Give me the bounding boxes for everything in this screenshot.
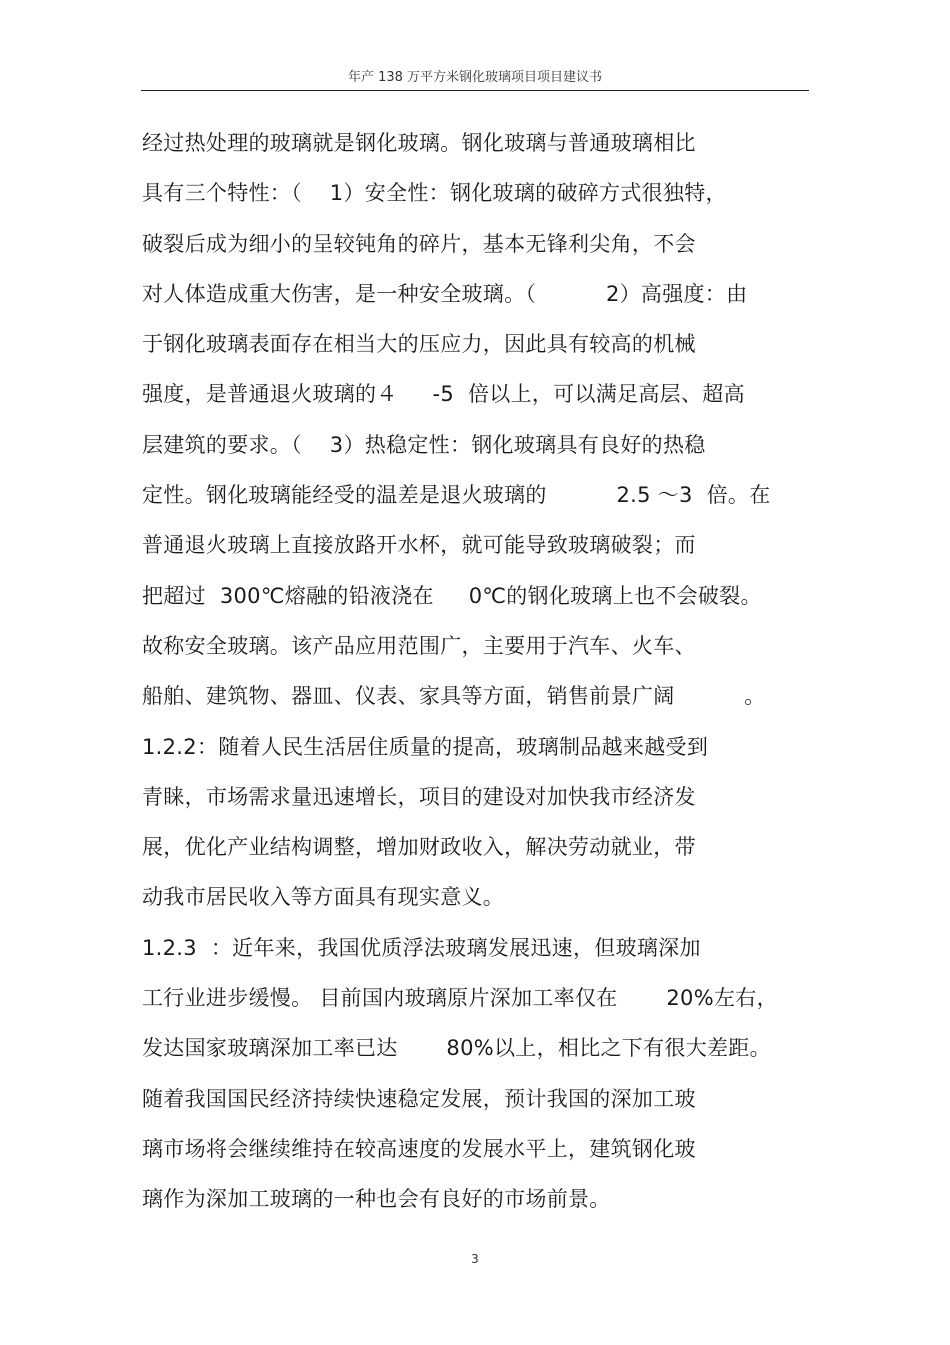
text-line: 普通退火玻璃上直接放路开水杯，就可能导致玻璃破裂；而 <box>142 533 696 558</box>
text-line: 船舶、建筑物、器皿、仪表、家具等方面，销售前景广阔 。 <box>142 684 766 709</box>
text-line: 经过热处理的玻璃就是钢化玻璃。钢化玻璃与普通玻璃相比 <box>142 131 696 155</box>
text-line: 青睐，市场需求量迅速增长，项目的建设对加快我市经济发 <box>142 784 696 809</box>
section-1-2-2-line: 1.2.2：随着人民生活居住质量的提高，玻璃制品越来越受到 <box>142 734 709 759</box>
text-line: 动我市居民收入等方面具有现实意义。 <box>142 885 505 910</box>
text-line: 故称安全玻璃。该产品应用范围广，主要用于汽车、火车、 <box>142 633 696 658</box>
page-number: 3 <box>471 1252 479 1266</box>
text-line: 把超过 300℃熔融的铅液浇在 0℃的钢化玻璃上也不会破裂。 <box>142 583 762 608</box>
header-divider <box>141 90 809 91</box>
text-line: 展，优化产业结构调整，增加财政收入，解决劳动就业，带 <box>142 835 696 860</box>
running-header: 年产 138 万平方米钢化玻璃项目项目建议书 <box>347 70 603 85</box>
text-line: 发达国家玻璃深加工率已达 80%以上，相比之下有很大差距。 <box>142 1036 771 1061</box>
text-line: 随着我国国民经济持续快速稳定发展，预计我国的深加工玻 <box>142 1086 696 1111</box>
text-line: 定性。钢化玻璃能经受的温差是退火玻璃的 2.5 ～3 倍。在 <box>142 483 771 508</box>
text-line: 工行业进步缓慢。 目前国内玻璃原片深加工率仅在 20%左右， <box>142 986 778 1011</box>
body-text <box>142 118 822 1225</box>
text-line: 破裂后成为细小的呈较钝角的碎片，基本无锋利尖角，不会 <box>142 231 696 256</box>
text-line: 对人体造成重大伤害，是一种安全玻璃。（ 2）高强度：由 <box>142 281 748 306</box>
text-line: 强度，是普通退火玻璃的４ -5 倍以上，可以满足高层、超高 <box>142 382 745 407</box>
text-line: 璃作为深加工玻璃的一种也会有良好的市场前景。 <box>142 1187 611 1212</box>
text-line: 于钢化玻璃表面存在相当大的压应力，因此具有较高的机械 <box>142 332 696 357</box>
text-line: 具有三个特性：（ 1）安全性：钢化玻璃的破碎方式很独特， <box>142 181 727 206</box>
section-1-2-3-line: 1.2.3 ：近年来，我国优质浮法玻璃发展迅速，但玻璃深加 <box>142 935 701 960</box>
text-line: 璃市场将会继续维持在较高速度的发展水平上，建筑钢化玻 <box>142 1136 696 1161</box>
text-line: 层建筑的要求。（ 3）热稳定性：钢化玻璃具有良好的热稳 <box>142 432 706 457</box>
